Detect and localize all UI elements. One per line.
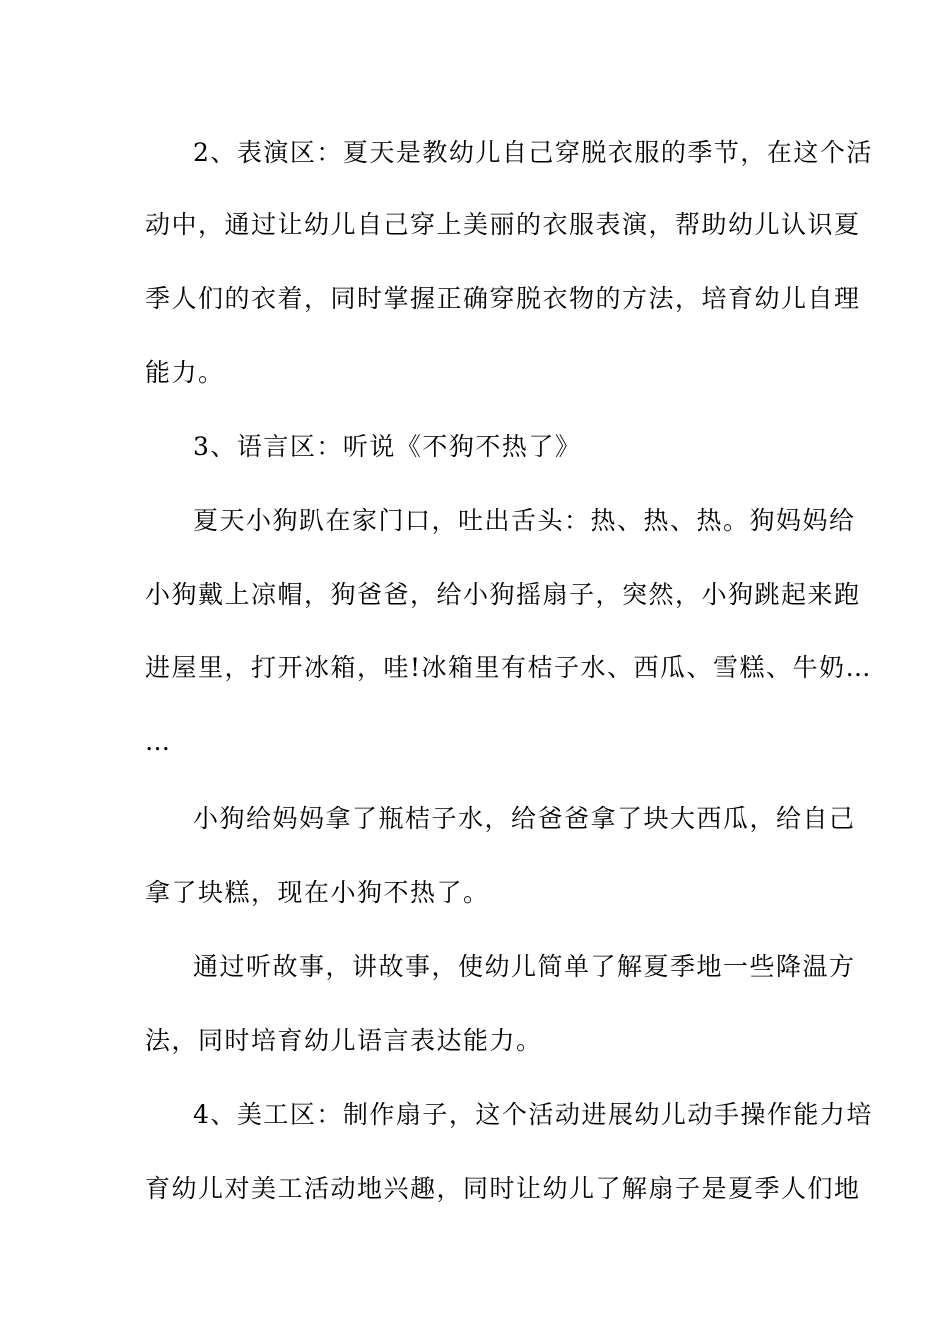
paragraph-line: 动中，通过让幼儿自己穿上美丽的衣服表演，帮助幼儿认识夏: [145, 210, 861, 239]
paragraph-line: 2、表演区：夏天是教幼儿自己穿脱衣服的季节，在这个活: [193, 138, 873, 167]
paragraph-line: 小狗戴上凉帽，狗爸爸，给小狗摇扇子，突然，小狗跳起来跑: [145, 580, 861, 609]
paragraph-line: 4、美工区：制作扇子，这个活动进展幼儿动手操作能力培: [193, 1100, 873, 1129]
paragraph-line: 通过听故事，讲故事，使幼儿简单了解夏季地一些降温方: [193, 952, 856, 981]
section-heading: 3、语言区：听说《不狗不热了》: [193, 432, 582, 461]
paragraph-line: 小狗给妈妈拿了瓶桔子水，给爸爸拿了块大西瓜，给自己: [193, 804, 856, 833]
paragraph-line: 法，同时培育幼儿语言表达能力。: [145, 1026, 543, 1055]
paragraph-line: 拿了块糕，现在小狗不热了。: [145, 878, 490, 907]
paragraph-line: 夏天小狗趴在家门口，吐出舌头：热、热、热。狗妈妈给: [193, 506, 856, 535]
paragraph-line: 能力。: [145, 358, 225, 387]
paragraph-line: 季人们的衣着，同时掌握正确穿脱衣物的方法，培育幼儿自理: [145, 284, 861, 313]
paragraph-line: …: [145, 727, 172, 756]
paragraph-line: 进屋里，打开冰箱，哇!冰箱里有桔子水、西瓜、雪糕、牛奶…: [145, 653, 873, 682]
paragraph-line: 育幼儿对美工活动地兴趣，同时让幼儿了解扇子是夏季人们地: [145, 1174, 861, 1203]
